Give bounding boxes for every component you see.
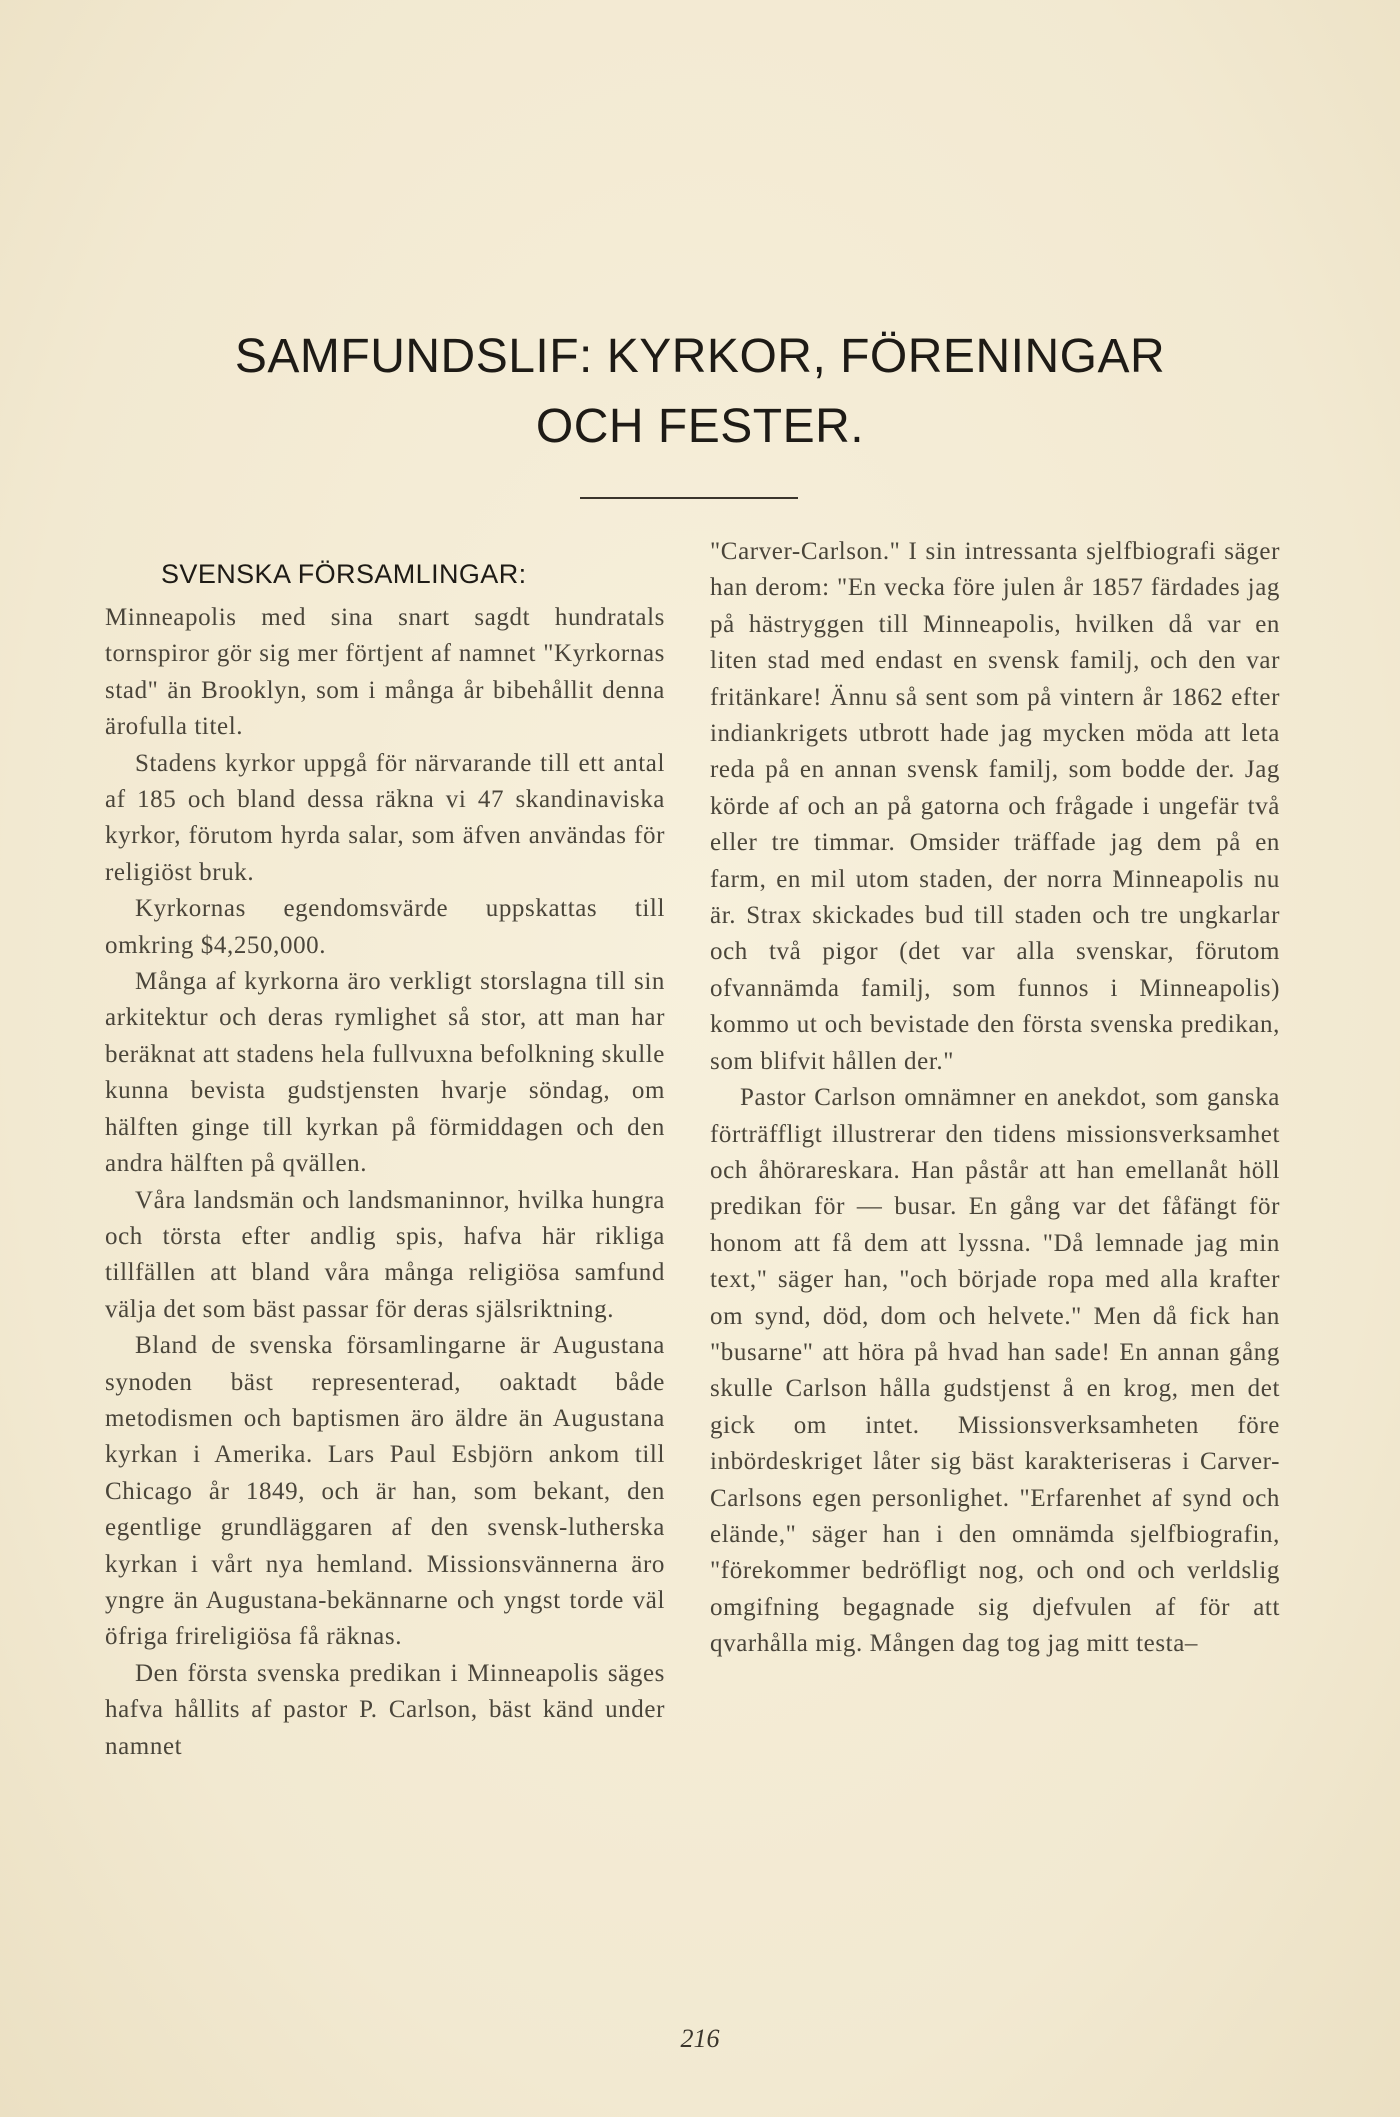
paragraph: Pastor Carlson omnämner en anekdot, som ganska förträffligt illustrerar den tidens missionsverksamhet och åhörareskara. Han påstår att han emellanåt höll predikan för — busar. En gång var det fåfängt för honom att få dem att lyssna. "Då lemnade jag min text," säger han, "och började ropa med alla krafter om synd, död, dom och helvete." Men då fick han "busarne" att höra på hvad han sade! En annan gång skulle Carlson hålla gudstjenst å en krog, men det gick om intet. Missionsverksamheten före inbördeskriget låter sig bäst karakteriseras i Carver-Carlsons egen personlighet. "Erfarenhet af synd och elände," säger han i den omnämda sjelfbiografin, "förekommer bedröfligt nog, och ond och verldslig omgifning begagnade sig djefvulen af för att qvarhålla mig. Mången dag tog jag mitt testa– (710, 1084, 1280, 1658)
page-number: 216 (680, 2024, 720, 2053)
paragraph: Den första svenska predikan i Minneapolis säges hafva hållits af pastor P. Carlson, bäst känd under namnet (105, 1659, 665, 1760)
paragraph: Många af kyrkorna äro verkligt storslagna till sin arkitektur och deras rymlighet så stor, att man har beräknat att stadens hela fullvuxna befolkning skulle kunna bevista gudstjensten hvarje söndag, om hälften ginge till kyrkan på förmiddagen och den andra hälften på qvällen. (105, 968, 665, 1178)
chapter-title-line-2: OCH FESTER. (535, 400, 865, 453)
paragraph: Bland de svenska församlingarne är Augustana synoden bäst representerad, oaktadt både metodismen och baptismen äro äldre än Augustana kyrkan i Amerika. Lars Paul Esbjörn ankom till Chicago år 1849, och är han, som bekant, den egentlige grundläggaren af den svensk-lutherska kyrkan i vårt nya hemland. Missionsvännerna äro yngre än Augustana-bekännarne och yngst torde väl öfriga frireligiösa få räknas. (105, 1332, 665, 1651)
chapter-title (150, 322, 1250, 462)
paragraph: Minneapolis med sina snart sagdt hundratals tornspiror gör sig mer förtjent af namnet "Kyrkornas stad" än Brooklyn, som i många år bibehållit denna ärofulla titel. (105, 604, 665, 741)
chapter-title-line-1: SAMFUNDSLIF: KYRKOR, FÖRENINGAR (234, 330, 1166, 383)
title-divider (580, 497, 798, 499)
left-column (105, 534, 665, 1765)
paragraph: Stadens kyrkor uppgå för närvarande till ett antal af 185 och bland dessa räkna vi 47 skandinaviska kyrkor, förutom hyrda salar, som äfven användas för religiöst bruk. (105, 749, 665, 886)
section-heading: SVENSKA FÖRSAMLINGAR: (161, 559, 527, 589)
right-column (710, 534, 1280, 1663)
paragraph: Våra landsmän och landsmaninnor, hvilka hungra och törsta efter andlig spis, hafva här rikliga tillfällen att bland våra många religiösa samfund välja det som bäst passar för deras själsriktning. (105, 1186, 665, 1323)
paragraph: "Carver-Carlson." I sin intressanta sjelfbiografi säger han derom: "En vecka före julen år 1857 färdades jag på hästryggen till Minneapolis, hvilken då var en liten stad med endast en svensk familj, och den var fritänkare! Ännu så sent som på vintern år 1862 efter indiankrigets utbrott hade jag mycken möda att leta reda på en annan svensk familj, som bodde der. Jag körde af och an på gatorna och frågade i ungefär två eller tre timmar. Omsider träffade jag dem på en farm, en mil utom staden, der norra Minneapolis nu är. Strax skickades bud till staden och tre ungkarlar och två pigor (det var alla svenskar, förutom ofvannämda familj, som funnos i Minneapolis) kommo ut och bevistade den första svenska predikan, som blifvit hållen der." (710, 538, 1280, 1075)
paragraph: Kyrkornas egendomsvärde uppskattas till omkring $4,250,000. (105, 895, 665, 959)
